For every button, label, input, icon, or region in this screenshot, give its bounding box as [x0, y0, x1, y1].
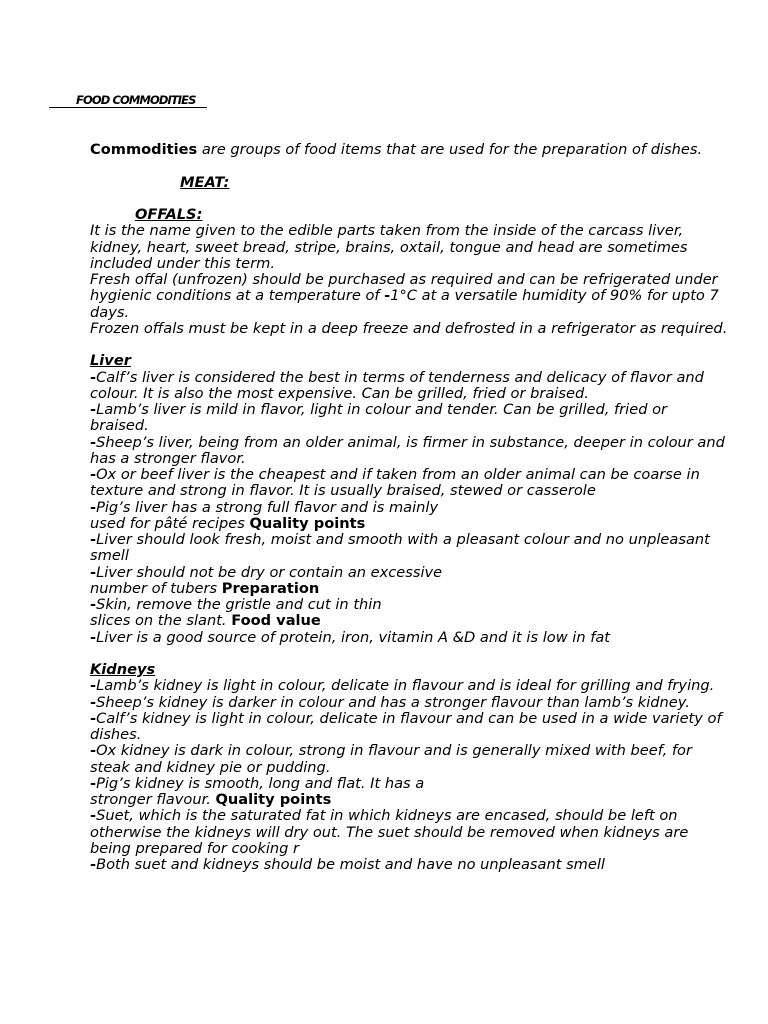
- kidney-item: -Ox kidney is dark in colour, strong in flavour and is generally mixed with beef, for steak and kidney pie or pudding.: [90, 742, 692, 776]
- liver-pig-line-1: -Pig’s liver has a strong full flavor and is mainly: [90, 498, 439, 516]
- kidney-item: -Sheep’s kidney is darker in colour and has a stronger flavour than lamb’s kidney.: [90, 693, 690, 711]
- liver-prep-item-cont: slices on the slant. Food value: [90, 612, 321, 630]
- offals-heading: OFFALS:: [135, 206, 203, 223]
- liver-quality-item: -Liver should look fresh, moist and smooth with a pleasant colour and no unpleasant smell: [90, 531, 710, 565]
- liver-quality-heading: Quality points: [249, 514, 366, 532]
- intro-paragraph: [90, 142, 730, 158]
- offals-paragraph-3: Frozen offals must be kept in a deep freeze and defrosted in a refrigerator as required.: [90, 319, 728, 337]
- liver-prep-heading: Preparation: [221, 579, 320, 597]
- intro-term: Commodities: [90, 141, 198, 158]
- liver-pig-line-2: used for pâté recipes Quality points: [90, 514, 366, 532]
- liver-quality-item: -Liver should not be dry or contain an excessive: [90, 563, 443, 581]
- document-body: [90, 142, 730, 873]
- liver-item: -Calf’s liver is considered the best in terms of tenderness and delicacy of flavor and colour. It is also the most expensive. Can be grilled, fried or braised.: [90, 368, 704, 402]
- kidney-pig-line-2: stronger flavour. Quality points: [90, 791, 332, 808]
- page-title: FOOD COMMODITIES: [49, 93, 207, 108]
- kidney-item: -Calf’s kidney is light in colour, delicate in flavour and can be used in a wide variety of dishes.: [90, 709, 722, 743]
- meat-heading: MEAT:: [180, 173, 230, 191]
- offals-paragraph-2a: Fresh offal (unfrozen) should be purchased as required and can be refrigerated under hygienic conditions at a temperature of: [90, 271, 718, 305]
- liver-food-value-item: -Liver is a good source of protein, iron, vitamin A &D and it is low in fat: [90, 628, 611, 646]
- kidney-pig-line-1: -Pig’s kidney is smooth, long and flat. It has a: [90, 774, 425, 792]
- kidney-quality-item: -Suet, which is the saturated fat in which kidneys are encased, should be left on otherwise the kidneys will dry out. The suet should be removed when kidneys are being prepared for cooking r: [90, 807, 689, 857]
- offals-paragraph-2: Fresh offal (unfrozen) should be purchased as required and can be refrigerated under hygienic conditions at a temperature of -1°C at a versatile humidity of 90% for upto 7 days.: [90, 271, 719, 321]
- offals-paragraph-2b: 1°C at a versatile humidity of 90% for upto 7 days.: [90, 287, 719, 321]
- offals-paragraph-1: It is the name given to the edible parts taken from the inside of the carcass liver, kidney, heart, sweet bread, stripe, brains, oxtail, tongue and head are sometimes included under this term.: [90, 222, 688, 272]
- kidney-quality-heading: Quality points: [215, 791, 332, 808]
- liver-item: -Lamb’s liver is mild in flavor, light in colour and tender. Can be grilled, fried or braised.: [90, 401, 668, 435]
- kidney-item: -Lamb’s kidney is light in colour, delicate in flavour and is ideal for grilling and frying.: [90, 677, 715, 695]
- liver-quality-item-cont: number of tubers Preparation: [90, 579, 320, 597]
- intro-text: are groups of food items that are used for the preparation of dishes.: [197, 141, 703, 158]
- liver-item: -Sheep’s liver, being from an older animal, is firmer in substance, deeper in colour and has a stronger flavor.: [90, 433, 725, 467]
- liver-food-value-heading: Food value: [231, 612, 321, 630]
- liver-prep-item: -Skin, remove the gristle and cut in thin: [90, 596, 382, 613]
- kidneys-heading: Kidneys: [90, 661, 156, 678]
- liver-heading: Liver: [90, 352, 131, 370]
- kidney-quality-item: -Both suet and kidneys should be moist and have no unpleasant smell: [90, 856, 605, 873]
- liver-item: -Ox or beef liver is the cheapest and if taken from an older animal can be coarse in texture and strong in flavor. It is usually braised, stewed or casserole: [90, 466, 700, 500]
